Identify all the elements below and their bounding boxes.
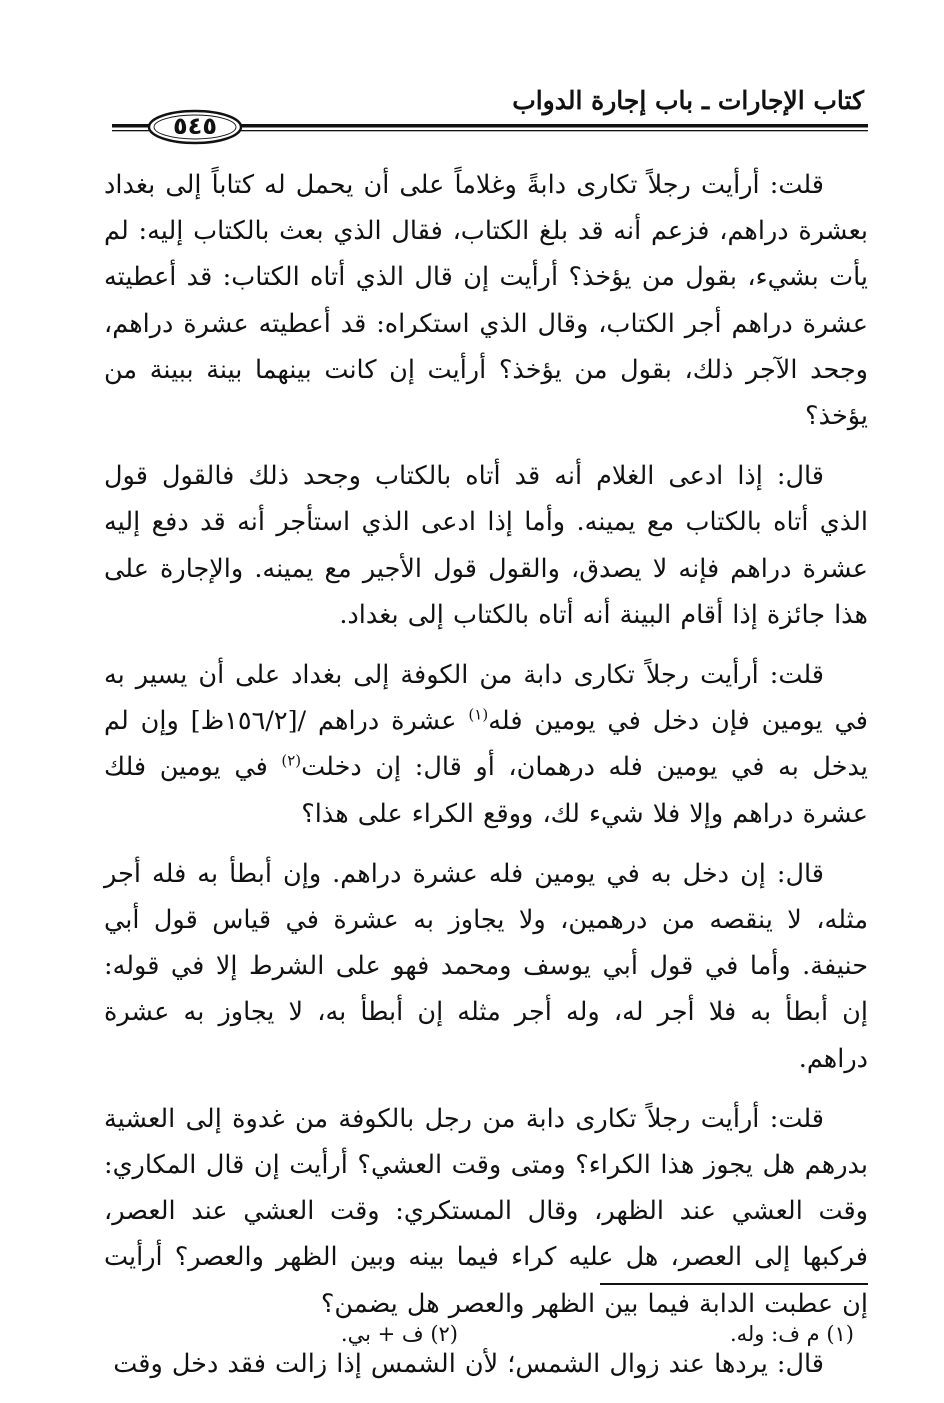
paragraph-text: قال: إن دخل به في يومين فله عشرة دراهم. وإن أبطأ به فله أجر مثله، لا ينقصه من درهمين، ولا يجاوز به عشرة في قياس قول أبي حنيفة. وأما في قول أبي يوسف ومحمد فهو على الشرط إلا في قوله: إن أبطأ به فلا أجر له، وله أجر مثله إن أبطأ به، لا يجاوز به عشرة دراهم. [104, 858, 868, 1074]
footnotes [104, 1322, 868, 1362]
paragraph-text: قال: يردها عند زوال الشمس؛ لأن الشمس إذا زالت فقد دخل وقت [113, 1348, 824, 1379]
footnote-marker: (١) [468, 705, 489, 724]
footnote-separator [600, 1283, 868, 1285]
page-number: ٥٤٥ [173, 112, 217, 140]
footnote-marker: (٢) [281, 751, 302, 770]
paragraph [104, 652, 868, 837]
paragraph-text: عشرة دراهم /[١٥٦/٢ظ] وإن لم يدخل به في يومين فله درهمان، أو قال: إن دخلت [104, 706, 868, 783]
paragraph-text: قلت: أرأيت رجلاً تكارى دابةً وغلاماً على أن يحمل له كتاباً إلى بغداد بعشرة دراهم، فزعم أنه قد بلغ الكتاب، فقال الذي بعث بالكتاب إليه: لم يأت بشيء، بقول من يؤخذ؟ أرأيت إن قال الذي أتاه الكتاب: قد أعطيته عشرة دراهم أجر الكتاب، وقال الذي استكراه: قد أعطيته عشرة دراهم، وجحد الآجر ذلك، بقول من يؤخذ؟ أرأيت إن كانت بينهما بينة ببينة من يؤخذ؟ [104, 170, 868, 432]
paragraph [104, 453, 868, 638]
main-text [104, 162, 868, 1401]
footnote-2: (٢) ف + بي. [340, 1322, 458, 1346]
paragraph-text: في يومين فلك عشرة دراهم وإلا فلا شيء لك، ووقع الكراء على هذا؟ [104, 752, 868, 829]
running-title: كتاب الإجارات ـ باب إجارة الدواب [512, 86, 864, 115]
footnote-1: (١) م ف: وله. [729, 1322, 854, 1346]
paragraph-text: قلت: أرأيت رجلاً تكارى دابة من الكوفة إلى بغداد على أن يسير به في يومين فإن دخل في يومين فله [104, 660, 868, 737]
paragraph [104, 162, 868, 439]
paragraph-text: قال: إذا ادعى الغلام أنه قد أتاه بالكتاب وجحد ذلك فالقول قول الذي أتاه بالكتاب مع يمينه. وأما إذا ادعى الذي استأجر أنه قد دفع إليه عشرة دراهم فإنه لا يصدق، والقول قول الأجير مع يمينه. والإجارة على هذا جائزة إذا أقام البينة أنه أتاه بالكتاب إلى بغداد. [104, 461, 868, 630]
paragraph-text: قلت: أرأيت رجلاً تكارى دابة من رجل بالكوفة من غدوة إلى العشية بدرهم هل يجوز هذا الكراء؟ ومتى وقت العشي؟ أرأيت إن قال المكاري: وقت العشي عند الظهر، وقال المستكري: وقت العشي عند العصر، فركبها إلى العصر، هل عليه كراء فيما بينه وبين الظهر والعصر؟ أرأيت إن عطبت الدابة فيما بين الظهر والعصر هل يضمن؟ [104, 1103, 868, 1319]
paragraph [104, 851, 868, 1082]
paragraph [104, 1096, 868, 1327]
